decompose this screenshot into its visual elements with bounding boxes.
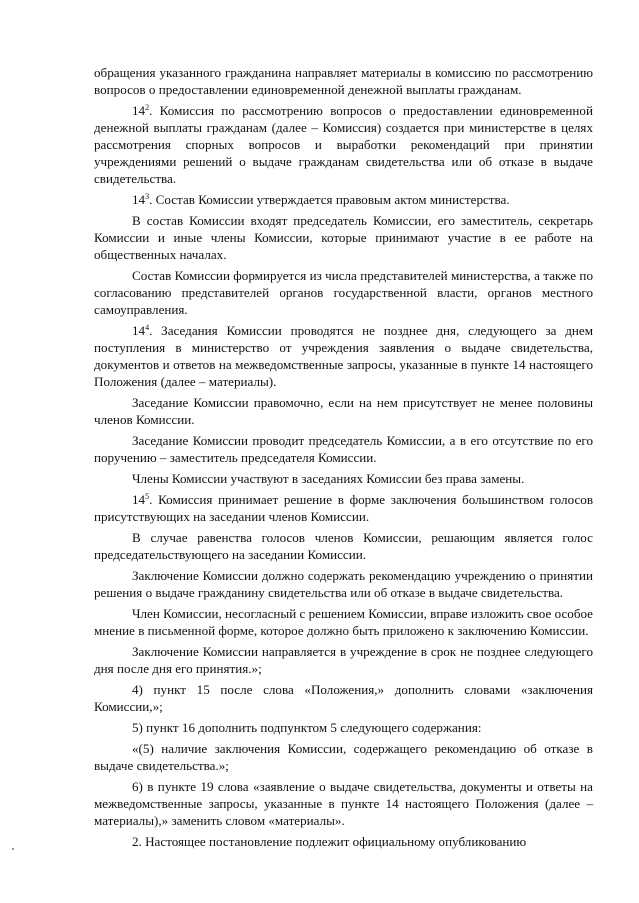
paragraph: [94, 102, 593, 187]
paragraph: Заключение Комиссии направляется в учреждение в срок не позднее следующего дня после дня его принятия.»;: [94, 644, 593, 676]
clause-superscript: 2: [145, 103, 150, 112]
clause-superscript: 3: [145, 192, 150, 201]
paragraph-text: . Заседания Комиссии проводятся не позднее дня, следующего за днем поступления в министерство от учреждения заявления о выдаче свидетельства, документов и ответов на межведомственные запросы, указанные в пункте 14 настоящего Положения (далее – материалы).: [94, 323, 593, 389]
clause-number: 14: [132, 323, 146, 338]
paragraph: В состав Комиссии входят председатель Комиссии, его заместитель, секретарь Комиссии и иные члены Комиссии, которые принимают участие в ее работе на общественных началах.: [94, 213, 593, 262]
paragraph: Состав Комиссии формируется из числа представителей министерства, а также по согласованию представителей органов государственной власти, органов местного самоуправления.: [94, 268, 593, 317]
paragraph: [94, 491, 593, 525]
paragraph: 2. Настоящее постановление подлежит официальному опубликованию: [132, 834, 527, 849]
paragraph: [94, 322, 593, 390]
clause-number: 14: [132, 492, 146, 507]
paragraph: 6) в пункте 19 слова «заявление о выдаче свидетельства, документы и ответы на межведомственные запросы, указанные в пункте 14 настоящего Положения (далее – материалы),» заменить словом «материалы».: [94, 779, 593, 828]
paragraph: 4) пункт 15 после слова «Положения,» дополнить словами «заключения Комиссии,»;: [94, 682, 593, 714]
clause-superscript: 5: [145, 492, 150, 501]
paragraph: В случае равенства голосов членов Комиссии, решающим является голос председательствующего на заседании Комиссии.: [94, 530, 593, 562]
paragraph: Заключение Комиссии должно содержать рекомендацию учреждению о принятии решения о выдаче гражданину свидетельства или об отказе в выдаче свидетельства.: [94, 568, 593, 600]
paragraph-text: . Комиссия по рассмотрению вопросов о предоставлении единовременной денежной выплаты гражданам (далее – Комиссия) создается при министерстве в целях рассмотрения спорных вопросов и выработки рекомендаций при принятии учреждениями решений о выдаче гражданам свидетельства или об отказе в выдаче свидетельства.: [94, 103, 593, 186]
paragraph-text: . Состав Комиссии утверждается правовым актом министерства.: [149, 192, 510, 207]
scan-speck: [12, 848, 14, 850]
paragraph: Члены Комиссии участвуют в заседаниях Комиссии без права замены.: [132, 471, 525, 486]
paragraph: Заседание Комиссии проводит председатель Комиссии, а в его отсутствие по его поручению – заместитель председателя Комиссии.: [94, 433, 593, 465]
paragraph: 5) пункт 16 дополнить подпунктом 5 следующего содержания:: [132, 720, 482, 735]
paragraph: Заседание Комиссии правомочно, если на нем присутствует не менее половины членов Комиссии.: [94, 395, 593, 427]
clause-superscript: 4: [145, 323, 150, 332]
paragraph: обращения указанного гражданина направляет материалы в комиссию по рассмотрению вопросов о предоставлении единовременной денежной выплаты гражданам.: [94, 65, 593, 97]
paragraph: [94, 191, 593, 208]
paragraph-text: . Комиссия принимает решение в форме заключения большинством голосов присутствующих на заседании членов Комиссии.: [94, 492, 593, 524]
paragraph: «(5) наличие заключения Комиссии, содержащего рекомендацию об отказе в выдаче свидетельства.»;: [94, 741, 593, 773]
paragraph: Член Комиссии, несогласный с решением Комиссии, вправе изложить свое особое мнение в письменной форме, которое должно быть приложено к заключению Комиссии.: [94, 606, 593, 638]
clause-number: 14: [132, 192, 146, 207]
clause-number: 14: [132, 103, 146, 118]
